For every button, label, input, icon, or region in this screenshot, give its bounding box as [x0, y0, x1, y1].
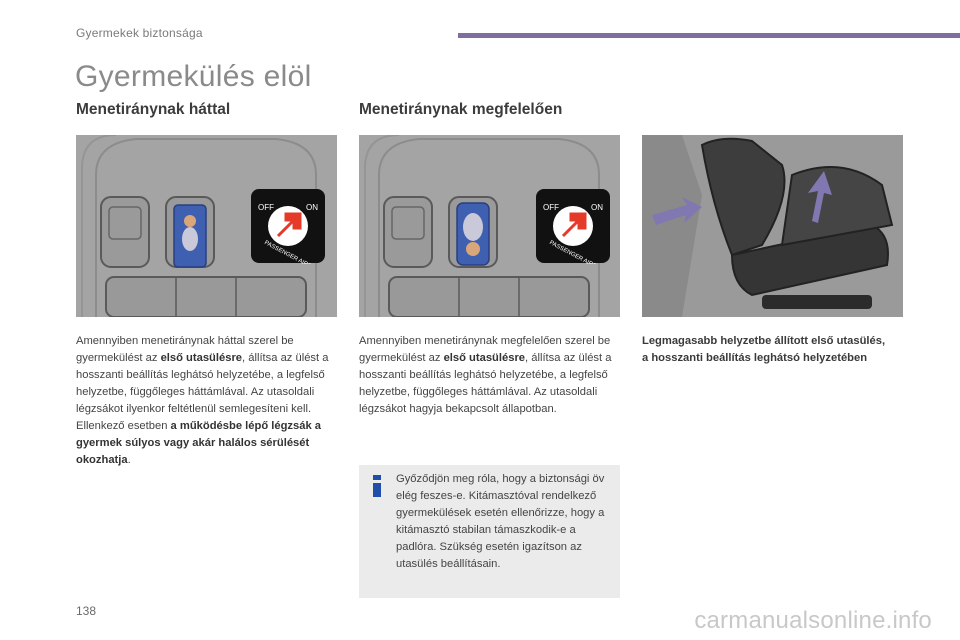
- seat-position-photo: [642, 135, 903, 317]
- rear-facing-text: [76, 333, 338, 469]
- airbag-on-label: ON: [591, 203, 603, 212]
- airbag-on-label: ON: [306, 203, 318, 212]
- info-text: Győződjön meg róla, hogy a biztonsági öv elég feszes-e. Kitámasztóval rendelkező gyermekülések esetén ellenőrizze, hogy a kitámasztó stabilan támaszkodik-e a padlóra. Szükség esetén igazítson az utasülés beállításain.: [396, 473, 605, 570]
- page-number: 138: [76, 604, 97, 618]
- watermark: carmanualsonline.info: [694, 607, 932, 634]
- forward-facing-heading: Menetiránynak megfelelően: [359, 101, 563, 118]
- airbag-off-label: OFF: [258, 203, 274, 212]
- emphasis-front-seat: első utasülésre: [443, 352, 526, 364]
- forward-facing-text: [359, 333, 621, 418]
- text-segment: , állítsa az ülést a hosszanti beállítás leghátsó helyzetébe, a legfelső helyzetbe, függőleges háttámlával. Az utasoldali légzsákot hagyja bekapcsolt állapotban.: [359, 352, 612, 415]
- text-segment: .: [127, 454, 131, 466]
- section-accent-bar: [458, 33, 960, 38]
- info-icon: [369, 475, 385, 497]
- text-segment: Amennyiben menetiránynak megfelelően szerel be gyermekülést az: [359, 335, 611, 364]
- rear-facing-heading: Menetiránynak háttal: [76, 101, 231, 118]
- text-segment: Amennyiben menetiránynak háttal szerel be gyermekülést az: [76, 335, 294, 364]
- text-segment: , állítsa az ülést a hosszanti beállítás leghátsó helyzetébe, a legfelső helyzetbe, függőleges háttámlával. Az utasoldali légzsákot ilyenkor feltétlenül semlegesíteni kell. Ellenkező esetben: [76, 352, 329, 432]
- info-box: [359, 465, 620, 598]
- airbag-off-label: OFF: [543, 203, 559, 212]
- airbag-badge-rear: [250, 188, 326, 264]
- page-title: Gyermekülés elöl: [75, 60, 312, 93]
- seat-position-caption: Legmagasabb helyzetbe állított első utasülés, a hosszanti beállítás leghátsó helyzetében: [642, 335, 886, 364]
- airbag-badge-front: [535, 188, 611, 264]
- emphasis-front-seat: első utasülésre: [160, 352, 243, 364]
- airbag-warning-emphasis: a működésbe lépő légzsák a gyermek súlyos vagy akár halálos sérülését okozhatja: [76, 420, 322, 466]
- section-label: Gyermekek biztonsága: [76, 26, 203, 40]
